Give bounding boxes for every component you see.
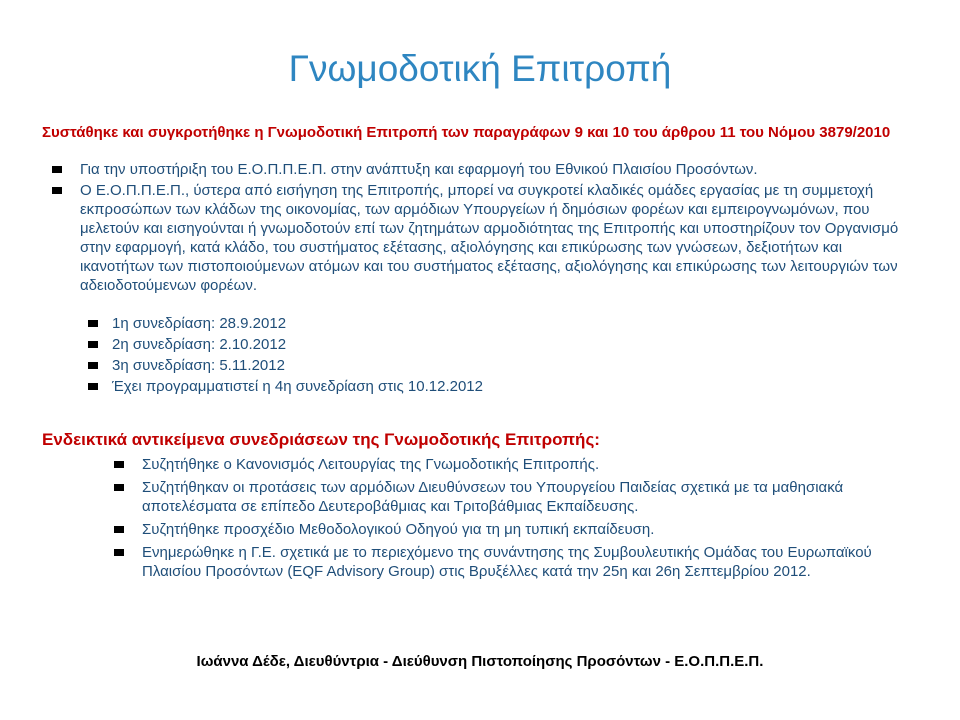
slide-title: Γνωμοδοτική Επιτροπή [288, 48, 672, 89]
objective-text: Συζητήθηκε ο Κανονισμός Λειτουργίας της Γνωμοδοτικής Επιτροπής. [142, 456, 600, 473]
square-bullet-icon [88, 362, 98, 369]
objectives-list [114, 455, 904, 585]
session-item [88, 335, 788, 356]
square-bullet-icon [114, 526, 124, 533]
square-bullet-icon [114, 484, 124, 491]
intro-text: Συστάθηκε και συγκροτήθηκε η Γνωμοδοτική Επιτροπή των παραγράφων 9 και 10 του άρθρου 11 του Νόμου 3879/2010 [42, 124, 891, 141]
session-item [88, 314, 788, 335]
sessions-list [88, 314, 788, 398]
objective-item [114, 543, 904, 581]
square-bullet-icon [52, 166, 62, 173]
square-bullet-icon [88, 341, 98, 348]
bullet-item [52, 160, 912, 179]
square-bullet-icon [114, 549, 124, 556]
session-item [88, 356, 788, 377]
square-bullet-icon [114, 461, 124, 468]
objective-item [114, 520, 904, 539]
bullet-text: Για την υποστήριξη του Ε.Ο.Π.Π.Ε.Π. στην ανάπτυξη και εφαρμογή του Εθνικού Πλαισίου Προσόντων. [80, 161, 758, 178]
session-text: 2η συνεδρίαση: 2.10.2012 [112, 336, 287, 353]
session-item [88, 377, 788, 398]
objective-item [114, 455, 904, 474]
objective-text: Συζητήθηκε προσχέδιο Μεθοδολογικού Οδηγού για τη μη τυπική εκπαίδευση. [142, 521, 655, 538]
square-bullet-icon [88, 320, 98, 327]
objective-text: Συζητήθηκαν οι προτάσεις των αρμόδιων Διευθύνσεων του Υπουργείου Παιδείας σχετικά με τα μαθησιακά αποτελέσματα σε επίπεδο Δευτεροβάθμιας και Τριτοβάθμιας Εκπαίδευσης. [142, 479, 844, 515]
square-bullet-icon [88, 383, 98, 390]
session-text: Έχει προγραμματιστεί η 4η συνεδρίαση στις 10.12.2012 [112, 378, 483, 395]
square-bullet-icon [52, 187, 62, 194]
objective-text: Ενημερώθηκε η Γ.Ε. σχετικά με το περιεχόμενο της συνάντησης της Συμβουλευτικής Ομάδας του Ευρωπαϊκού Πλαισίου Προσόντων (EQF Advisory Group) στις Βρυξέλλες κατά την 25η και 26η Σεπτεμβρίου 2012. [142, 544, 872, 580]
objective-item [114, 478, 904, 516]
objectives-heading: Ενδεικτικά αντικείμενα συνεδριάσεων της Γνωμοδοτικής Επιτροπής: [42, 430, 600, 449]
footer-credit: Ιωάννα Δέδε, Διευθύντρια - Διεύθυνση Πιστοποίησης Προσόντων - Ε.Ο.Π.Π.Ε.Π. [196, 653, 764, 670]
bullet-text: Ο Ε.Ο.Π.Π.Ε.Π., ύστερα από εισήγηση της Επιτροπής, μπορεί να συγκροτεί κλαδικές ομάδες εργασίας με τη συμμετοχή εκπροσώπων των κλάδων της οικονομίας, των αρμόδιων Υπουργείων ή δημόσιων φορέων και εμπειρογνωμόνων, που μελετούν και εισηγούνται ή γνωμοδοτούν επί των ζητημάτων αρμοδιότητας της Επιτροπής και υποστηρίζουν τον Οργανισμό στην εφαρμογή, κατά κλάδο, του συστήματος εξέτασης, αξιολόγησης και επικύρωσης των γνώσεων, δεξιοτήτων και ικανοτήτων των πιστοποιούμενων ατόμων και του συστήματος εξέτασης, αξιολόγησης και επικύρωσης των λειτουργιών των αδειοδοτούμενων φορέων. [80, 182, 899, 294]
bullet-item [52, 181, 912, 295]
session-text: 3η συνεδρίαση: 5.11.2012 [112, 357, 285, 374]
session-text: 1η συνεδρίαση: 28.9.2012 [112, 315, 287, 332]
